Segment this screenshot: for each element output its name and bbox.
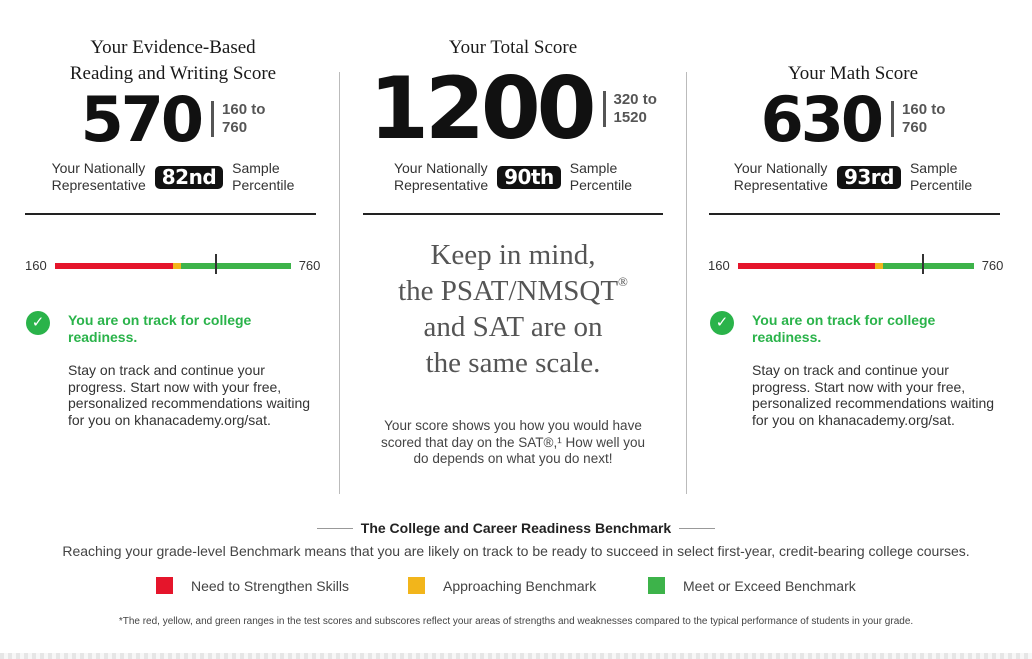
math-track-line2: progress. Start now with your free, <box>752 378 966 395</box>
ebrw-pct-left-1: Your Nationally <box>51 160 146 176</box>
math-track-title: You are on track for college readiness. <box>752 312 936 345</box>
math-range <box>891 101 945 137</box>
math-score: 630 <box>760 82 882 156</box>
check-icon: ✓ <box>26 311 50 335</box>
ebrw-percentile-right <box>232 160 294 194</box>
ebrw-title-line2: Reading and Writing Score <box>69 63 277 84</box>
math-pct-right-2: Percentile <box>909 177 973 193</box>
ebrw-track-line4: for you on khanacademy.org/sat. <box>68 411 271 428</box>
legend-swatch-yellow <box>408 577 425 594</box>
math-pct-left-2: Representative <box>733 177 828 193</box>
ebrw-pct-left-2: Representative <box>51 177 146 193</box>
ebrw-title <box>20 35 326 87</box>
total-pct-right-2: Percentile <box>569 177 633 193</box>
page-bottom-edge <box>0 653 1032 659</box>
scale-reminder-line2 <box>340 273 686 309</box>
math-percentile-right <box>910 160 972 194</box>
total-percentile-left <box>394 160 488 194</box>
legend-label-yellow: Approaching Benchmark <box>443 577 597 594</box>
ebrw-bar-min: 160 <box>25 258 47 273</box>
ebrw-bar <box>55 263 291 269</box>
math-score-marker <box>922 254 924 274</box>
registered-mark: ® <box>618 274 628 289</box>
math-score-bar <box>708 258 1003 273</box>
ebrw-range-line2: 760 <box>222 119 248 136</box>
ebrw-percentile-badge: 82nd <box>155 166 223 189</box>
ebrw-pct-right-1: Sample <box>232 160 280 176</box>
ebrw-bar-green <box>181 263 291 269</box>
scale-reminder-line1: Keep in mind, <box>430 239 596 271</box>
total-range <box>603 91 657 127</box>
math-bar-min: 160 <box>708 258 730 273</box>
legend-label-green: Meet or Exceed Benchmark <box>683 577 856 594</box>
ebrw-track-line2: progress. Start now with your free, <box>68 378 282 395</box>
total-note-line3: do depends on what you do next! <box>413 451 613 466</box>
column-divider-right <box>686 72 687 494</box>
ebrw-range-line1: 160 to <box>222 101 266 118</box>
total-pct-left-1: Your Nationally <box>393 160 488 176</box>
ebrw-score-marker <box>215 254 217 274</box>
ebrw-score-bar <box>25 258 320 273</box>
legend-label-red: Need to Strengthen Skills <box>191 577 349 594</box>
math-range-line2: 760 <box>902 119 928 136</box>
math-title: Your Math Score <box>787 63 918 84</box>
ebrw-percentile-row <box>20 160 326 194</box>
math-percentile-row <box>700 160 1006 194</box>
total-percentile-right <box>570 160 632 194</box>
check-icon: ✓ <box>710 311 734 335</box>
math-bar-max: 760 <box>981 258 1004 273</box>
math-divider <box>709 213 1000 215</box>
ebrw-bar-yellow <box>173 263 181 269</box>
math-percentile-left <box>734 160 828 194</box>
total-percentile-row <box>340 160 686 194</box>
legend-item-yellow <box>408 577 596 594</box>
ebrw-track-line3: personalized recommendations waiting <box>68 395 311 411</box>
ebrw-track-title: You are on track for college readiness. <box>68 312 252 345</box>
math-score-row <box>700 82 1006 156</box>
scale-reminder <box>340 237 686 381</box>
math-bar <box>738 263 974 269</box>
total-range-line2: 1520 <box>613 109 647 126</box>
benchmark-description: Reaching your grade-level Benchmark means that you are likely on track to be ready to succeed in select first-year, credit-bearing college courses. <box>62 543 970 559</box>
ebrw-track-body <box>68 362 338 428</box>
benchmark-title-rule-left <box>317 528 353 529</box>
scale-reminder-line4: the same scale. <box>425 347 601 379</box>
legend-swatch-green <box>648 577 665 594</box>
math-track-body <box>752 362 1022 428</box>
total-score-row <box>340 59 686 159</box>
math-pct-left-1: Your Nationally <box>733 160 828 176</box>
benchmark-title-row <box>0 520 1032 536</box>
total-divider <box>363 213 663 215</box>
ebrw-range <box>211 101 265 137</box>
math-track-line3: personalized recommendations waiting <box>752 395 995 411</box>
benchmark-title: The College and Career Readiness Benchmark <box>360 520 672 536</box>
math-bar-green <box>883 263 973 269</box>
legend-swatch-red <box>156 577 173 594</box>
total-note-line2b: ®,¹ How well you <box>543 434 646 450</box>
total-pct-left-2: Representative <box>393 177 489 193</box>
total-note <box>340 418 686 468</box>
math-track-line4: for you on khanacademy.org/sat. <box>752 411 955 428</box>
scale-reminder-line3: and SAT are on <box>423 311 603 343</box>
ebrw-bar-max: 760 <box>298 258 321 273</box>
math-bar-yellow <box>875 263 883 269</box>
scale-reminder-line2-text: the PSAT/NMSQT <box>398 275 619 307</box>
ebrw-divider <box>25 213 316 215</box>
total-range-line1: 320 to <box>613 91 657 108</box>
total-note-line1: Your score shows you how you would have <box>384 418 642 433</box>
footnote: *The red, yellow, and green ranges in the test scores and subscores reflect your areas of strengths and weaknesses compared to the typical performance of students in your grade. <box>118 616 914 627</box>
total-percentile-badge: 90th <box>497 166 561 189</box>
total-score: 1200 <box>369 59 593 159</box>
ebrw-bar-red <box>55 263 173 269</box>
ebrw-percentile-left <box>52 160 146 194</box>
ebrw-title-line1: Your Evidence-Based <box>90 37 256 58</box>
ebrw-score-row <box>20 82 326 156</box>
total-note-line2a: scored that day on the SAT <box>380 434 544 450</box>
ebrw-score: 570 <box>80 82 202 156</box>
total-title: Your Total Score <box>448 37 578 58</box>
math-pct-right-1: Sample <box>909 160 958 176</box>
legend-item-green <box>648 577 856 594</box>
total-pct-right-1: Sample <box>569 160 618 176</box>
ebrw-track-line1: Stay on track and continue your <box>68 362 265 378</box>
legend-item-red <box>156 577 349 594</box>
math-range-line1: 160 to <box>902 101 946 118</box>
total-note-line2 <box>340 435 686 452</box>
benchmark-title-rule-right <box>679 528 715 529</box>
ebrw-pct-right-2: Percentile <box>232 177 295 193</box>
math-track-line1: Stay on track and continue your <box>752 362 949 378</box>
math-percentile-badge: 93rd <box>837 166 901 189</box>
math-bar-red <box>738 263 876 269</box>
